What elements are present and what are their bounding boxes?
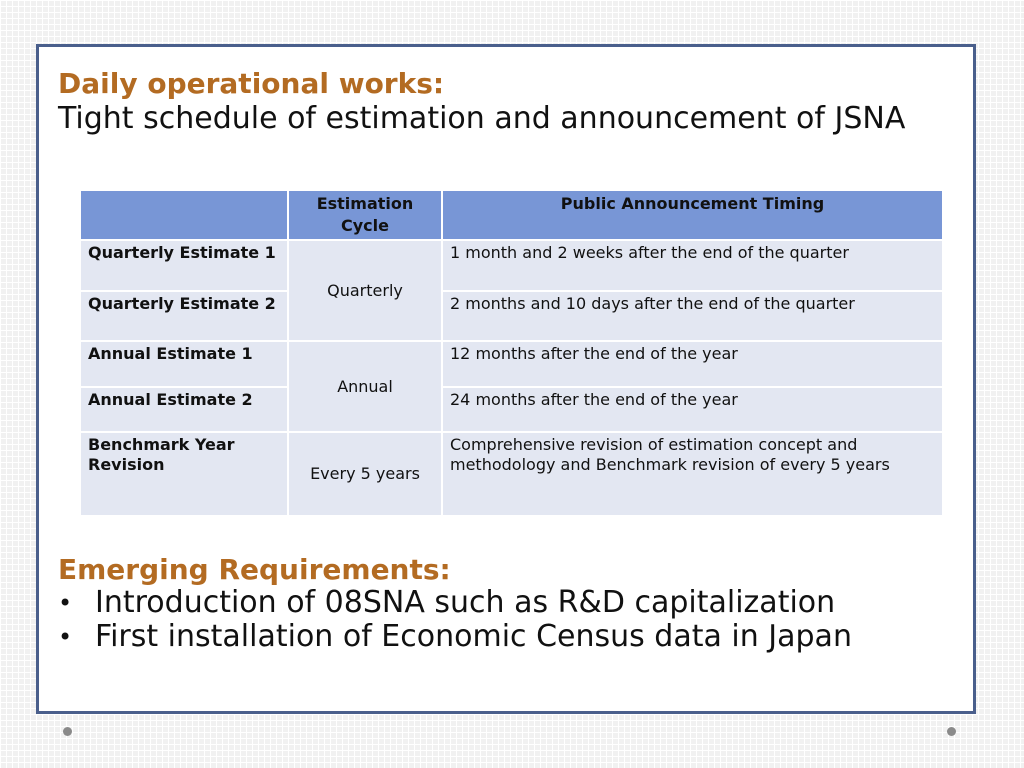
cycle-cell-quarterly: Quarterly [288, 240, 442, 341]
table-row [80, 432, 943, 516]
timing-cell: 1 month and 2 weeks after the end of the quarter [442, 240, 943, 291]
timing-cell: 2 months and 10 days after the end of the quarter [442, 291, 943, 341]
table-row [80, 240, 943, 291]
requirements-list [58, 586, 852, 654]
column-header-timing: Public Announcement Timing [442, 190, 943, 240]
decorative-dot-left [63, 727, 72, 736]
row-label: Benchmark Year Revision [80, 432, 288, 516]
row-label: Quarterly Estimate 1 [80, 240, 288, 291]
column-header-label [80, 190, 288, 240]
table-row [80, 341, 943, 387]
table-header-row [80, 190, 943, 240]
list-item: • Introduction of 08SNA such as R&D capitalization [58, 586, 852, 620]
list-item: • First installation of Economic Census data in Japan [58, 620, 852, 654]
table-row [80, 291, 943, 341]
row-label: Annual Estimate 2 [80, 387, 288, 432]
timing-cell: Comprehensive revision of estimation concept and methodology and Benchmark revision of every 5 years [442, 432, 943, 516]
cycle-cell-every-5-years: Every 5 years [288, 432, 442, 516]
column-header-cycle: Estimation Cycle [288, 190, 442, 240]
timing-cell: 12 months after the end of the year [442, 341, 943, 387]
section-title-emerging-requirements: Emerging Requirements: [58, 553, 451, 586]
row-label: Annual Estimate 1 [80, 341, 288, 387]
timing-cell: 24 months after the end of the year [442, 387, 943, 432]
cycle-cell-annual: Annual [288, 341, 442, 432]
row-label: Quarterly Estimate 2 [80, 291, 288, 341]
decorative-dot-right [947, 727, 956, 736]
section-subtitle: Tight schedule of estimation and announcement of JSNA [58, 101, 906, 136]
schedule-table [79, 189, 944, 517]
table-row [80, 387, 943, 432]
section-title-daily-works: Daily operational works: [58, 67, 445, 100]
